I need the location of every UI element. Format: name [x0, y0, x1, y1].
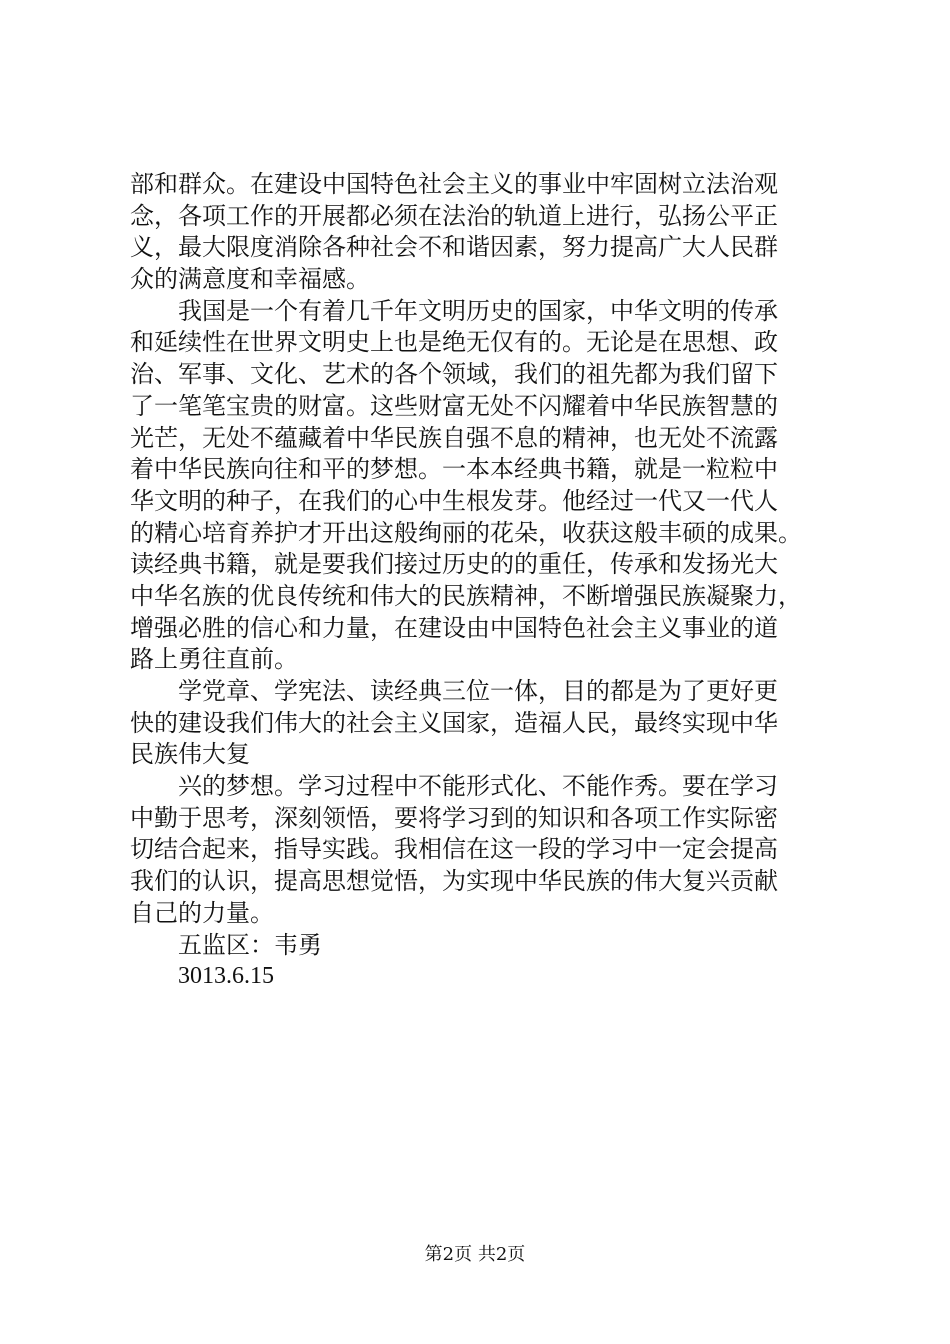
- text-line: 义，最大限度消除各种社会不和谐因素，努力提高广大人民群: [130, 233, 778, 262]
- text-line: 快的建设我们伟大的社会主义国家，造福人民，最终实现中华: [130, 708, 778, 737]
- page-number-footer: 第2页 共2页: [424, 1244, 526, 1265]
- document-body: [130, 169, 830, 993]
- text-line: 和延续性在世界文明史上也是绝无仅有的。无论是在思想、政: [130, 328, 778, 357]
- text-line: 读经典书籍，就是要我们接过历史的的重任，传承和发扬光大: [130, 550, 778, 579]
- paragraph-start-line: 兴的梦想。学习过程中不能形式化、不能作秀。要在学习: [178, 772, 778, 801]
- text-line: 自己的力量。: [130, 898, 274, 927]
- text-line: 我们的认识，提高思想觉悟，为实现中华民族的伟大复兴贡献: [130, 867, 778, 896]
- paragraph-start-line: 我国是一个有着几千年文明历史的国家，中华文明的传承: [178, 296, 778, 325]
- text-line: 众的满意度和幸福感。: [130, 265, 370, 294]
- signature-date: 3013.6.15: [178, 963, 274, 990]
- text-line: 着中华民族向往和平的梦想。一本本经典书籍，就是一粒粒中: [130, 455, 778, 484]
- text-line: 民族伟大复: [130, 740, 250, 769]
- text-line: 念，各项工作的开展都必须在法治的轨道上进行，弘扬公平正: [130, 201, 778, 230]
- text-line: 光芒，无处不蕴藏着中华民族自强不息的精神，也无处不流露: [130, 423, 778, 452]
- text-line: 部和群众。在建设中国特色社会主义的事业中牢固树立法治观: [130, 170, 778, 198]
- text-line: 切结合起来，指导实践。我相信在这一段的学习中一定会提高: [130, 835, 778, 864]
- text-line: 华文明的种子，在我们的心中生根发芽。他经过一代又一代人: [130, 486, 778, 515]
- signature-name: 五监区：韦勇: [178, 930, 322, 959]
- text-line: 的精心培育养护才开出这般绚丽的花朵，收获这般丰硕的成果。: [130, 518, 802, 547]
- text-line: 治、军事、文化、艺术的各个领域，我们的祖先都为我们留下: [130, 360, 778, 389]
- text-line: 中华名族的优良传统和伟大的民族精神，不断增强民族凝聚力，: [130, 581, 802, 610]
- text-line: 了一笔笔宝贵的财富。这些财富无处不闪耀着中华民族智慧的: [130, 391, 778, 420]
- text-line: 增强必胜的信心和力量，在建设由中国特色社会主义事业的道: [130, 613, 778, 642]
- text-line: 中勤于思考，深刻领悟，要将学习到的知识和各项工作实际密: [130, 803, 778, 832]
- paragraph-start-line: 学党章、学宪法、读经典三位一体，目的都是为了更好更: [178, 677, 778, 705]
- text-line: 路上勇往直前。: [130, 645, 298, 674]
